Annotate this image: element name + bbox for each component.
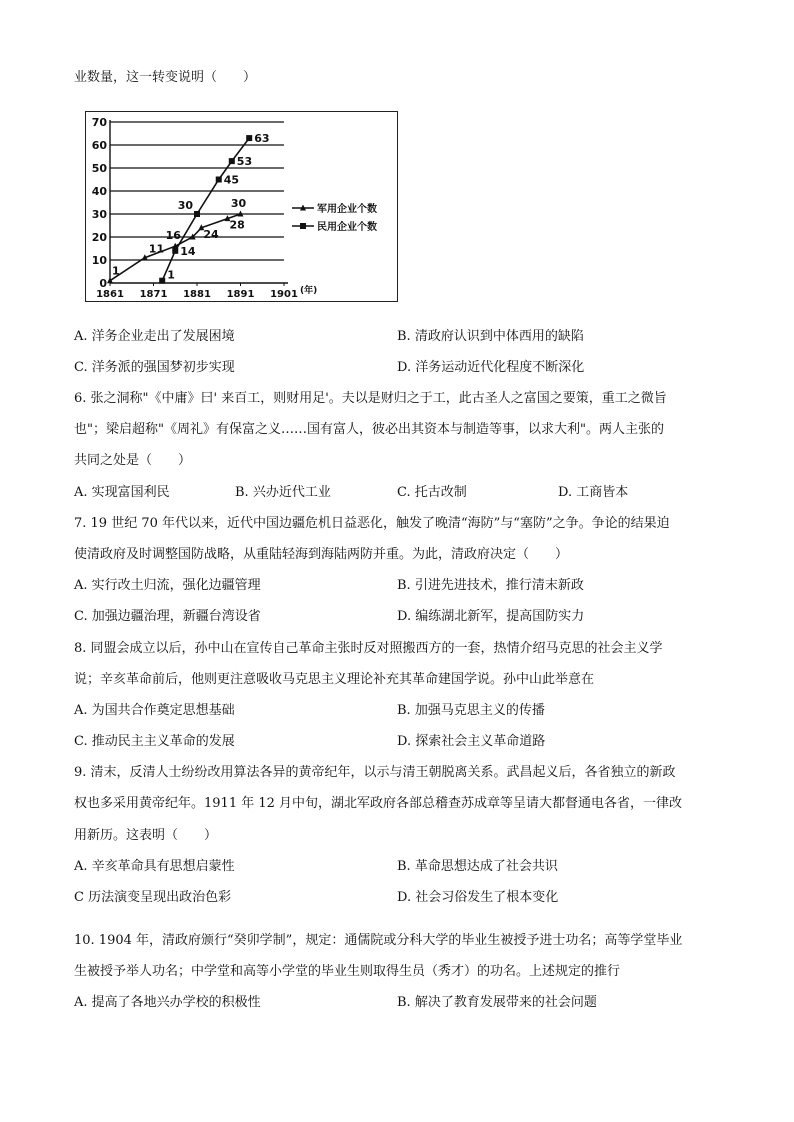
q8-option-b[interactable]: B. 加强马克思主义的传播 (397, 703, 545, 718)
q10-stem-line: 生被授予举人功名；中学堂和高等小学堂的毕业生则取得生员（秀才）的功名。上述规定的推行 (74, 964, 621, 979)
data-label: 1 (167, 268, 175, 282)
enterprise-count-chart (85, 111, 398, 302)
data-label: 45 (223, 173, 240, 187)
data-label: 63 (254, 132, 270, 146)
q6-option-c[interactable]: C. 托古改制 (397, 485, 467, 500)
q5-option-a[interactable]: A. 洋务企业走出了发展困境 (74, 329, 235, 344)
q8-option-c[interactable]: C. 推动民主主义革命的发展 (74, 734, 235, 749)
q7-option-c[interactable]: C. 加强边疆治理，新疆台湾设省 (74, 609, 261, 624)
data-label: 28 (229, 218, 245, 232)
q10-stem-line: 10. 1904 年，清政府颁行“癸卯学制”，规定：通儒院或分科大学的毕业生被授予进士功名；高等学堂毕业 (74, 933, 683, 948)
x-tick-label: 1871 (139, 289, 168, 300)
data-label: 24 (203, 227, 219, 241)
x-tick-label: 1881 (183, 289, 211, 300)
data-label: 30 (177, 199, 193, 212)
x-tick-label: 1861 (96, 289, 124, 300)
q8-option-d[interactable]: D. 探索社会主义革命道路 (397, 734, 546, 749)
data-label: 14 (180, 244, 196, 258)
data-point-square (216, 177, 222, 183)
data-point-square (159, 278, 165, 284)
y-tick-label: 60 (91, 139, 107, 152)
q7-option-b[interactable]: B. 引进先进技术，推行清末新政 (397, 578, 584, 593)
y-tick-label: 50 (91, 162, 107, 175)
y-tick-label: 20 (91, 231, 107, 244)
q9-stem-line: 权也多采用黄帝纪年。1911 年 12 月中旬，湖北军政府各部总稽查苏成章等呈请大都督通电各省，一律改 (74, 796, 683, 811)
data-point-square (229, 158, 235, 164)
data-point-square (172, 248, 178, 254)
y-tick-label: 0 (99, 277, 107, 290)
q9-stem-line: 用新历。这表明（ ） (74, 828, 218, 843)
x-tick-label: 1891 (226, 289, 255, 300)
data-label: 53 (236, 155, 253, 169)
q7-option-a[interactable]: A. 实行改土归流，强化边疆管理 (74, 578, 261, 593)
y-tick-label: 10 (91, 254, 107, 267)
data-label: 16 (165, 229, 181, 243)
q10-option-b[interactable]: B. 解决了教育发展带来的社会问题 (397, 995, 597, 1010)
q6-option-b[interactable]: B. 兴办近代工业 (235, 485, 331, 500)
y-tick-label: 40 (91, 185, 107, 198)
q8-stem-line: 8. 同盟会成立以后，孙中山在宣传自己革命主张时反对照搬西方的一套，热情介绍马克思的社会主义学 (74, 641, 663, 656)
q9-option-c[interactable]: C 历法演变呈现出政治色彩 (74, 890, 232, 905)
y-tick-label: 70 (91, 116, 107, 129)
q9-stem-line: 9. 清末，反清人士纷纷改用算法各异的黄帝纪年，以示与清王朝脱离关系。武昌起义后，各省独立的新政 (74, 765, 676, 780)
q9-option-d[interactable]: D. 社会习俗发生了根本变化 (397, 890, 559, 905)
y-tick-label: 30 (91, 208, 107, 221)
q7-option-d[interactable]: D. 编练湖北新军，提高国防实力 (397, 609, 585, 624)
q9-option-b[interactable]: B. 革命思想达成了社会共识 (397, 859, 558, 874)
q6-stem-line: 也"；梁启超称"《周礼》有保富之义……国有富人，彼必出其资本与制造等事，以求大利"。两人主张的 (74, 422, 664, 437)
data-point-square (246, 135, 252, 141)
q5-option-b[interactable]: B. 清政府认识到中体西用的缺陷 (397, 329, 584, 344)
q5-option-c[interactable]: C. 洋务派的强国梦初步实现 (74, 360, 235, 375)
q6-option-d[interactable]: D. 工商皆本 (558, 485, 629, 500)
q8-stem-line: 说；辛亥革命前后，他则更注意吸收马克思主义理论补充其革命建国学说。孙中山此举意在 (74, 672, 595, 687)
data-label: 30 (230, 197, 247, 210)
q6-option-a[interactable]: A. 实现富国利民 (74, 485, 170, 500)
q9-option-a[interactable]: A. 辛亥革命具有思想启蒙性 (74, 859, 235, 874)
legend-marker-square (300, 223, 306, 229)
chart-svg (86, 112, 396, 300)
q5-option-d[interactable]: D. 洋务运动近代化程度不断深化 (397, 360, 585, 375)
q6-stem-line: 6. 张之洞称"《中庸》曰' 来百工，则财用足'。夫以是财归之于工，此古圣人之富国之要策，重工之微旨 (74, 391, 667, 406)
q6-stem-line: 共同之处是（ ） (74, 453, 192, 468)
x-unit-label: (年) (300, 286, 318, 296)
q5-stem-line: 业数量，这一转变说明（ ） (74, 70, 257, 85)
q7-stem-line: 使清政府及时调整国防战略，从重陆轻海到海陆两防并重。为此，清政府决定（ ） (74, 547, 569, 562)
legend-label: 军用企业个数 (317, 204, 377, 215)
legend-label: 民用企业个数 (317, 222, 377, 233)
q10-option-a[interactable]: A. 提高了各地兴办学校的积极性 (74, 995, 261, 1010)
data-label: 1 (112, 264, 120, 278)
q7-stem-line: 7. 19 世纪 70 年代以来，近代中国边疆危机日益恶化，触发了晚清“海防”与“塞防”之争。争论的结果迫 (74, 516, 670, 531)
x-tick-label: 1901 (270, 289, 298, 300)
q8-option-a[interactable]: A. 为国共合作奠定思想基础 (74, 703, 235, 718)
data-label: 11 (148, 242, 165, 256)
data-point-square (194, 211, 200, 217)
